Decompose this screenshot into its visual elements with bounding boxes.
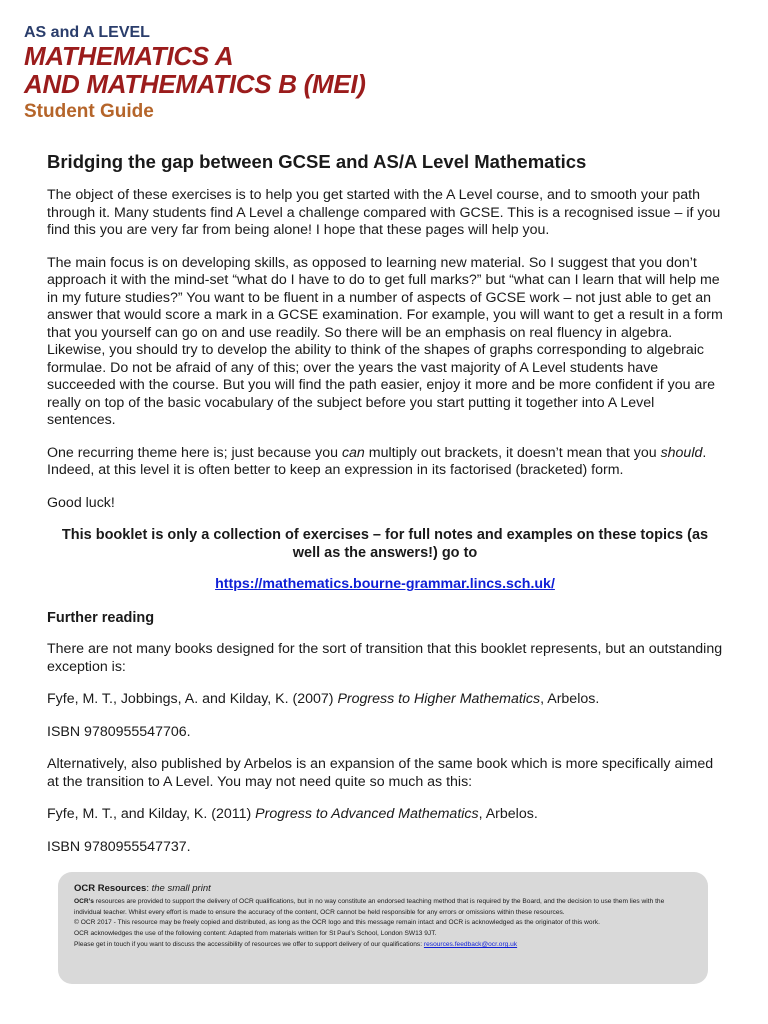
good-luck-text: Good luck! — [47, 494, 115, 511]
reference-1: Fyfe, M. T., Jobbings, A. and Kilday, K. (2007) Progress to Higher Mathematics, Arbelos. — [47, 691, 600, 707]
small-print-title: OCR Resources: the small print — [74, 883, 211, 894]
brand-level: AS and A LEVEL — [24, 24, 150, 41]
theme-paragraph: One recurring theme here is; just because you can multiply out brackets, it doesn’t mean that you should. Indeed, at this level it is often better to keep an expression in its factorised (bracketed) form. — [47, 444, 707, 478]
small-print-contact: Please get in touch if you want to discuss the accessibility of resources we offer to support delivery of our qualifications: resources.feedback@ocr.org.uk — [74, 940, 518, 948]
reference-2: Fyfe, M. T., and Kilday, K. (2011) Progress to Advanced Mathematics, Arbelos. — [47, 806, 538, 822]
brand-header — [24, 24, 366, 124]
further-reading-paragraph: There are not many books designed for the sort of transition that this booklet represents, but an outstanding exception is: — [47, 641, 723, 675]
isbn-1: ISBN 9780955547706. — [47, 723, 191, 740]
brand-title-line1: MATHEMATICS A — [24, 41, 234, 71]
brand-subtitle: Student Guide — [24, 101, 154, 122]
small-print-acknowledgement: OCR acknowledges the use of the following content: Adapted from materials written for St Paul’s School, London SW13 9JT. — [74, 930, 437, 938]
isbn-2: ISBN 9780955547737. — [47, 838, 191, 855]
website-link-row — [47, 576, 723, 594]
intro-paragraph: The object of these exercises is to help you get started with the A Level course, and to smooth your path through it. Many students find A Level a challenge compared with GCSE. This is a recognised issue – if you find this you are very far from being alone! I hope that these pages will help you. — [47, 187, 721, 238]
brand-title-line2: AND MATHEMATICS B (MEI) — [24, 69, 366, 99]
alternative-paragraph: Alternatively, also published by Arbelos is an expansion of the same book which is more specifically aimed at the transition to A Level. You may not need quite so much as this: — [47, 756, 714, 790]
booklet-notice: This booklet is only a collection of exercises – for full notes and examples on these topics (as well as the answers!) go to — [61, 527, 709, 561]
website-link[interactable]: https://mathematics.bourne-grammar.lincs.sch.uk/ — [215, 576, 555, 592]
small-print-disclaimer: OCR’s resources are provided to support the delivery of OCR qualifications, but in no way constitute an endorsed teaching method that is required by the Board, and the decision to use them lies with the individual teacher. Whilst every effort is made to ensure the accuracy of the content, OCR cannot be held responsible for any errors or omissions within these resources. — [74, 897, 665, 916]
small-print-copyright: © OCR 2017 - This resource may be freely copied and distributed, as long as the OCR logo and this message remain intact and OCR is acknowledged as the originator of this work. — [74, 919, 600, 927]
page-title: Bridging the gap between GCSE and AS/A Level Mathematics — [47, 151, 587, 172]
feedback-email-link[interactable]: resources.feedback@ocr.org.uk — [423, 940, 518, 948]
further-reading-heading: Further reading — [47, 609, 155, 626]
main-content — [47, 150, 723, 871]
small-print-box — [58, 872, 708, 984]
focus-paragraph: The main focus is on developing skills, as opposed to learning new material. So I suggest that you don’t approach it with the mind-set “what do I have to do to get full marks?” but “what can I learn that will help me in my future studies?” You want to be fluent in a number of aspects of GCSE work – not just able to get an answer that would score a mark in a GCSE examination. For example, you will want to get a result in a form that you yourself can go on and use readily. So there will be an emphasis on real fluency in algebra. Likewise, you should try to develop the ability to think of the shapes of graphs corresponding to algebraic formulae. Do not be afraid of any of this; over the years the vast majority of A Level students have succeeded with the course. But you will find the path easier, enjoy it more and be more confident if you are really on top of the basic vocabulary of the subject before you start putting it together into A Level sentences. — [47, 254, 723, 428]
